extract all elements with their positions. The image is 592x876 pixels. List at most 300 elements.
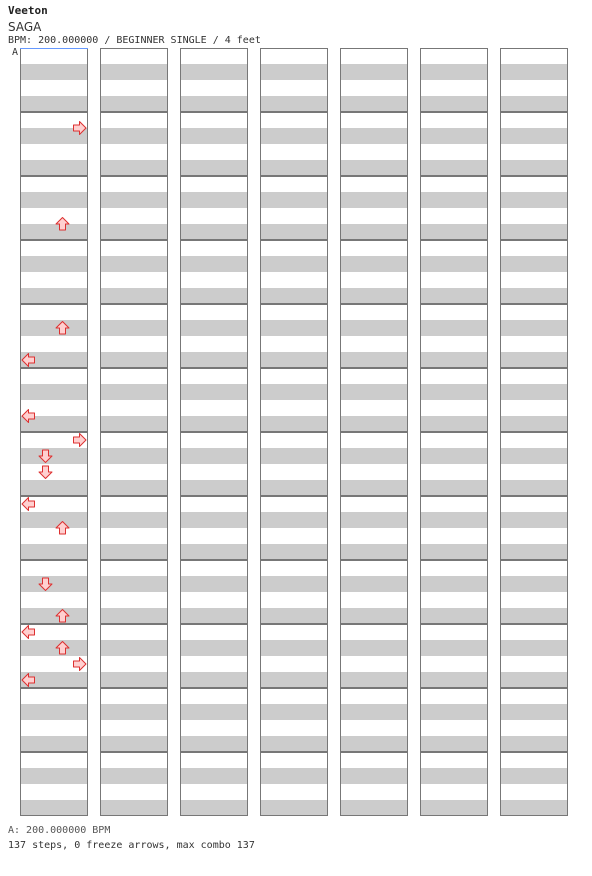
beat-band: [100, 432, 168, 448]
beat-band: [180, 352, 248, 368]
measure: [420, 240, 488, 304]
measure: [340, 432, 408, 496]
beat-band: [100, 672, 168, 688]
beat-band: [500, 720, 568, 736]
beat-band: [180, 464, 248, 480]
beat-band: [100, 464, 168, 480]
beat-band: [20, 320, 88, 336]
beat-band: [420, 160, 488, 176]
measure: [20, 176, 88, 240]
beat-band: [260, 688, 328, 704]
beat-band: [340, 128, 408, 144]
measure: [180, 560, 248, 624]
beat-band: [180, 400, 248, 416]
beat-band: [420, 368, 488, 384]
beat-band: [420, 64, 488, 80]
beat-band: [260, 112, 328, 128]
measure: [100, 112, 168, 176]
beat-band: [260, 240, 328, 256]
measure: [340, 112, 408, 176]
measure: [500, 432, 568, 496]
beat-band: [500, 336, 568, 352]
beat-band: [180, 608, 248, 624]
beat-band: [420, 48, 488, 64]
beat-band: [180, 656, 248, 672]
beat-band: [260, 416, 328, 432]
beat-band: [420, 176, 488, 192]
beat-band: [180, 784, 248, 800]
beat-band: [100, 576, 168, 592]
measure: [500, 368, 568, 432]
measure: [180, 176, 248, 240]
beat-band: [20, 800, 88, 816]
beat-band: [100, 528, 168, 544]
beat-band: [180, 48, 248, 64]
beat-band: [340, 800, 408, 816]
beat-band: [340, 112, 408, 128]
beat-band: [100, 96, 168, 112]
beat-band: [180, 416, 248, 432]
beat-band: [340, 784, 408, 800]
beat-band: [420, 112, 488, 128]
beat-band: [20, 464, 88, 480]
beat-band: [20, 304, 88, 320]
beat-band: [100, 144, 168, 160]
beat-band: [340, 256, 408, 272]
beat-band: [20, 160, 88, 176]
beat-band: [260, 608, 328, 624]
measure: [180, 432, 248, 496]
beat-band: [20, 256, 88, 272]
beat-band: [340, 336, 408, 352]
beat-band: [20, 640, 88, 656]
beat-band: [500, 528, 568, 544]
beat-band: [340, 704, 408, 720]
beat-band: [420, 720, 488, 736]
beat-band: [100, 512, 168, 528]
beat-band: [180, 688, 248, 704]
beat-band: [420, 304, 488, 320]
beat-band: [420, 272, 488, 288]
beat-band: [500, 496, 568, 512]
beat-band: [340, 416, 408, 432]
beat-band: [340, 240, 408, 256]
beat-band: [180, 272, 248, 288]
beat-band: [340, 80, 408, 96]
beat-band: [500, 784, 568, 800]
beat-band: [420, 224, 488, 240]
measure: [180, 688, 248, 752]
beat-band: [20, 240, 88, 256]
beat-band: [20, 720, 88, 736]
beat-band: [340, 736, 408, 752]
measure: [340, 240, 408, 304]
beat-band: [260, 48, 328, 64]
beat-band: [100, 736, 168, 752]
beat-band: [180, 224, 248, 240]
beat-band: [500, 288, 568, 304]
measure: [100, 752, 168, 816]
beat-band: [20, 608, 88, 624]
measure: [180, 240, 248, 304]
measure: [260, 112, 328, 176]
measure: [20, 752, 88, 816]
measure: [340, 688, 408, 752]
beat-band: [420, 464, 488, 480]
measure: [260, 624, 328, 688]
beat-band: [500, 512, 568, 528]
measure: [500, 752, 568, 816]
measure: [180, 368, 248, 432]
beat-band: [180, 368, 248, 384]
measure: [420, 176, 488, 240]
beat-band: [420, 208, 488, 224]
beat-band: [500, 800, 568, 816]
beat-band: [260, 576, 328, 592]
beat-band: [500, 656, 568, 672]
measure: [100, 304, 168, 368]
beat-band: [260, 704, 328, 720]
beat-band: [180, 128, 248, 144]
beat-band: [260, 768, 328, 784]
measure: [260, 496, 328, 560]
beat-band: [420, 256, 488, 272]
measure: [100, 240, 168, 304]
beat-band: [500, 112, 568, 128]
beat-band: [260, 128, 328, 144]
beat-band: [100, 80, 168, 96]
measure: [180, 112, 248, 176]
measure: [500, 48, 568, 112]
beat-band: [20, 272, 88, 288]
beat-band: [20, 480, 88, 496]
beat-band: [180, 592, 248, 608]
beat-band: [420, 624, 488, 640]
beat-band: [500, 752, 568, 768]
beat-band: [180, 544, 248, 560]
beat-band: [100, 752, 168, 768]
measure: [420, 368, 488, 432]
measure: [100, 560, 168, 624]
beat-band: [260, 160, 328, 176]
beat-band: [500, 608, 568, 624]
beat-band: [180, 736, 248, 752]
beat-band: [180, 384, 248, 400]
beat-band: [260, 320, 328, 336]
measure: [500, 176, 568, 240]
beat-band: [420, 480, 488, 496]
beat-band: [100, 544, 168, 560]
beat-band: [20, 80, 88, 96]
beat-band: [180, 80, 248, 96]
beat-band: [340, 640, 408, 656]
beat-band: [20, 64, 88, 80]
beat-band: [420, 736, 488, 752]
beat-band: [260, 400, 328, 416]
beat-band: [260, 368, 328, 384]
beat-band: [180, 336, 248, 352]
beat-band: [100, 336, 168, 352]
beat-band: [100, 624, 168, 640]
beat-band: [340, 544, 408, 560]
beat-band: [180, 160, 248, 176]
beat-band: [340, 480, 408, 496]
beat-band: [500, 688, 568, 704]
beat-band: [260, 800, 328, 816]
measure: [180, 496, 248, 560]
measure: [500, 304, 568, 368]
measure: [420, 752, 488, 816]
beat-band: [500, 304, 568, 320]
beat-band: [340, 352, 408, 368]
beat-band: [20, 384, 88, 400]
beat-band: [420, 400, 488, 416]
measure: [500, 496, 568, 560]
beat-band: [100, 352, 168, 368]
beat-band: [260, 256, 328, 272]
measure: [260, 48, 328, 112]
beat-band: [180, 480, 248, 496]
measure: [100, 432, 168, 496]
beat-band: [20, 48, 88, 64]
beat-band: [420, 576, 488, 592]
beat-band: [500, 416, 568, 432]
beat-band: [20, 784, 88, 800]
measure: [420, 560, 488, 624]
beat-band: [420, 768, 488, 784]
bpm-marker-label: A: [12, 47, 19, 58]
beat-band: [100, 592, 168, 608]
beat-band: [100, 416, 168, 432]
beat-band: [420, 688, 488, 704]
beat-band: [260, 592, 328, 608]
beat-band: [100, 64, 168, 80]
beat-band: [180, 624, 248, 640]
beat-band: [420, 496, 488, 512]
beat-band: [500, 144, 568, 160]
beat-band: [100, 656, 168, 672]
beat-band: [420, 528, 488, 544]
beat-band: [260, 528, 328, 544]
measure: [260, 304, 328, 368]
beat-band: [20, 768, 88, 784]
measure: [260, 368, 328, 432]
beat-band: [500, 352, 568, 368]
beat-band: [260, 720, 328, 736]
beat-band: [180, 512, 248, 528]
beat-band: [100, 784, 168, 800]
beat-band: [420, 656, 488, 672]
beat-band: [500, 48, 568, 64]
beat-band: [100, 400, 168, 416]
measure: [420, 432, 488, 496]
measure: [20, 240, 88, 304]
beat-band: [340, 368, 408, 384]
beat-band: [420, 240, 488, 256]
beat-band: [180, 208, 248, 224]
beat-band: [420, 432, 488, 448]
beat-band: [260, 208, 328, 224]
beat-band: [100, 448, 168, 464]
beat-band: [500, 544, 568, 560]
beat-band: [500, 448, 568, 464]
beat-band: [500, 192, 568, 208]
beat-band: [420, 560, 488, 576]
beat-band: [340, 176, 408, 192]
beat-band: [180, 496, 248, 512]
beat-band: [340, 288, 408, 304]
beat-band: [100, 480, 168, 496]
step-summary: 137 steps, 0 freeze arrows, max combo 137: [8, 840, 255, 851]
beat-band: [420, 80, 488, 96]
beat-band: [260, 640, 328, 656]
beat-band: [260, 80, 328, 96]
measure: [180, 48, 248, 112]
measure: [500, 112, 568, 176]
measure: [420, 688, 488, 752]
beat-band: [420, 192, 488, 208]
measure: [100, 688, 168, 752]
beat-band: [260, 64, 328, 80]
bpm-legend: A: 200.000000 BPM: [8, 825, 111, 836]
beat-band: [260, 96, 328, 112]
beat-band: [100, 320, 168, 336]
beat-band: [260, 192, 328, 208]
beat-band: [340, 64, 408, 80]
beat-band: [180, 560, 248, 576]
beat-band: [420, 144, 488, 160]
beat-band: [100, 640, 168, 656]
beat-band: [20, 96, 88, 112]
beat-band: [420, 512, 488, 528]
beat-band: [180, 192, 248, 208]
beat-band: [340, 144, 408, 160]
measure: [260, 240, 328, 304]
song-artist: Veeton: [8, 4, 48, 17]
beat-band: [260, 512, 328, 528]
beat-band: [340, 512, 408, 528]
beat-band: [340, 560, 408, 576]
beat-band: [260, 432, 328, 448]
beat-band: [420, 448, 488, 464]
beat-band: [420, 800, 488, 816]
measure: [500, 688, 568, 752]
measure: [180, 304, 248, 368]
beat-band: [500, 384, 568, 400]
beat-band: [260, 544, 328, 560]
beat-band: [340, 528, 408, 544]
beat-band: [260, 352, 328, 368]
beat-band: [20, 368, 88, 384]
beat-band: [180, 288, 248, 304]
beat-band: [500, 320, 568, 336]
measure: [340, 304, 408, 368]
measure: [500, 560, 568, 624]
beat-band: [340, 576, 408, 592]
beat-band: [20, 560, 88, 576]
beat-band: [340, 624, 408, 640]
measure: [340, 752, 408, 816]
beat-band: [340, 768, 408, 784]
beat-band: [100, 288, 168, 304]
beat-band: [260, 304, 328, 320]
beat-band: [20, 336, 88, 352]
beat-band: [500, 672, 568, 688]
beat-band: [100, 368, 168, 384]
beat-band: [340, 400, 408, 416]
beat-band: [500, 208, 568, 224]
beat-band: [20, 704, 88, 720]
beat-band: [260, 144, 328, 160]
beat-band: [500, 560, 568, 576]
beat-band: [20, 736, 88, 752]
beat-band: [420, 320, 488, 336]
beat-band: [260, 384, 328, 400]
beat-band: [20, 528, 88, 544]
measure: [20, 48, 88, 112]
beat-band: [100, 240, 168, 256]
beat-band: [340, 688, 408, 704]
beat-band: [100, 48, 168, 64]
beat-band: [100, 208, 168, 224]
beat-band: [100, 256, 168, 272]
beat-band: [100, 704, 168, 720]
beat-band: [260, 448, 328, 464]
measure: [20, 560, 88, 624]
beat-band: [340, 48, 408, 64]
beat-band: [180, 304, 248, 320]
beat-band: [420, 544, 488, 560]
beat-band: [340, 432, 408, 448]
beat-band: [340, 224, 408, 240]
beat-band: [180, 64, 248, 80]
beat-band: [260, 224, 328, 240]
beat-band: [180, 528, 248, 544]
beat-band: [20, 512, 88, 528]
beat-band: [500, 64, 568, 80]
beat-band: [420, 784, 488, 800]
beat-band: [180, 720, 248, 736]
song-title: SAGA: [8, 20, 42, 34]
beat-band: [500, 256, 568, 272]
beat-band: [180, 448, 248, 464]
beat-band: [180, 576, 248, 592]
beat-band: [420, 384, 488, 400]
beat-band: [340, 752, 408, 768]
beat-band: [260, 336, 328, 352]
beat-band: [340, 384, 408, 400]
beat-band: [180, 112, 248, 128]
beat-band: [180, 240, 248, 256]
beat-band: [340, 464, 408, 480]
beat-band: [340, 592, 408, 608]
beat-band: [420, 672, 488, 688]
beat-band: [500, 176, 568, 192]
measure: [340, 368, 408, 432]
beat-band: [500, 80, 568, 96]
measure: [260, 752, 328, 816]
measure: [260, 688, 328, 752]
beat-band: [500, 224, 568, 240]
beat-band: [20, 576, 88, 592]
beat-band: [20, 752, 88, 768]
measure: [340, 176, 408, 240]
beat-band: [260, 752, 328, 768]
beat-band: [260, 560, 328, 576]
beat-band: [100, 128, 168, 144]
beat-band: [500, 480, 568, 496]
beat-band: [340, 272, 408, 288]
